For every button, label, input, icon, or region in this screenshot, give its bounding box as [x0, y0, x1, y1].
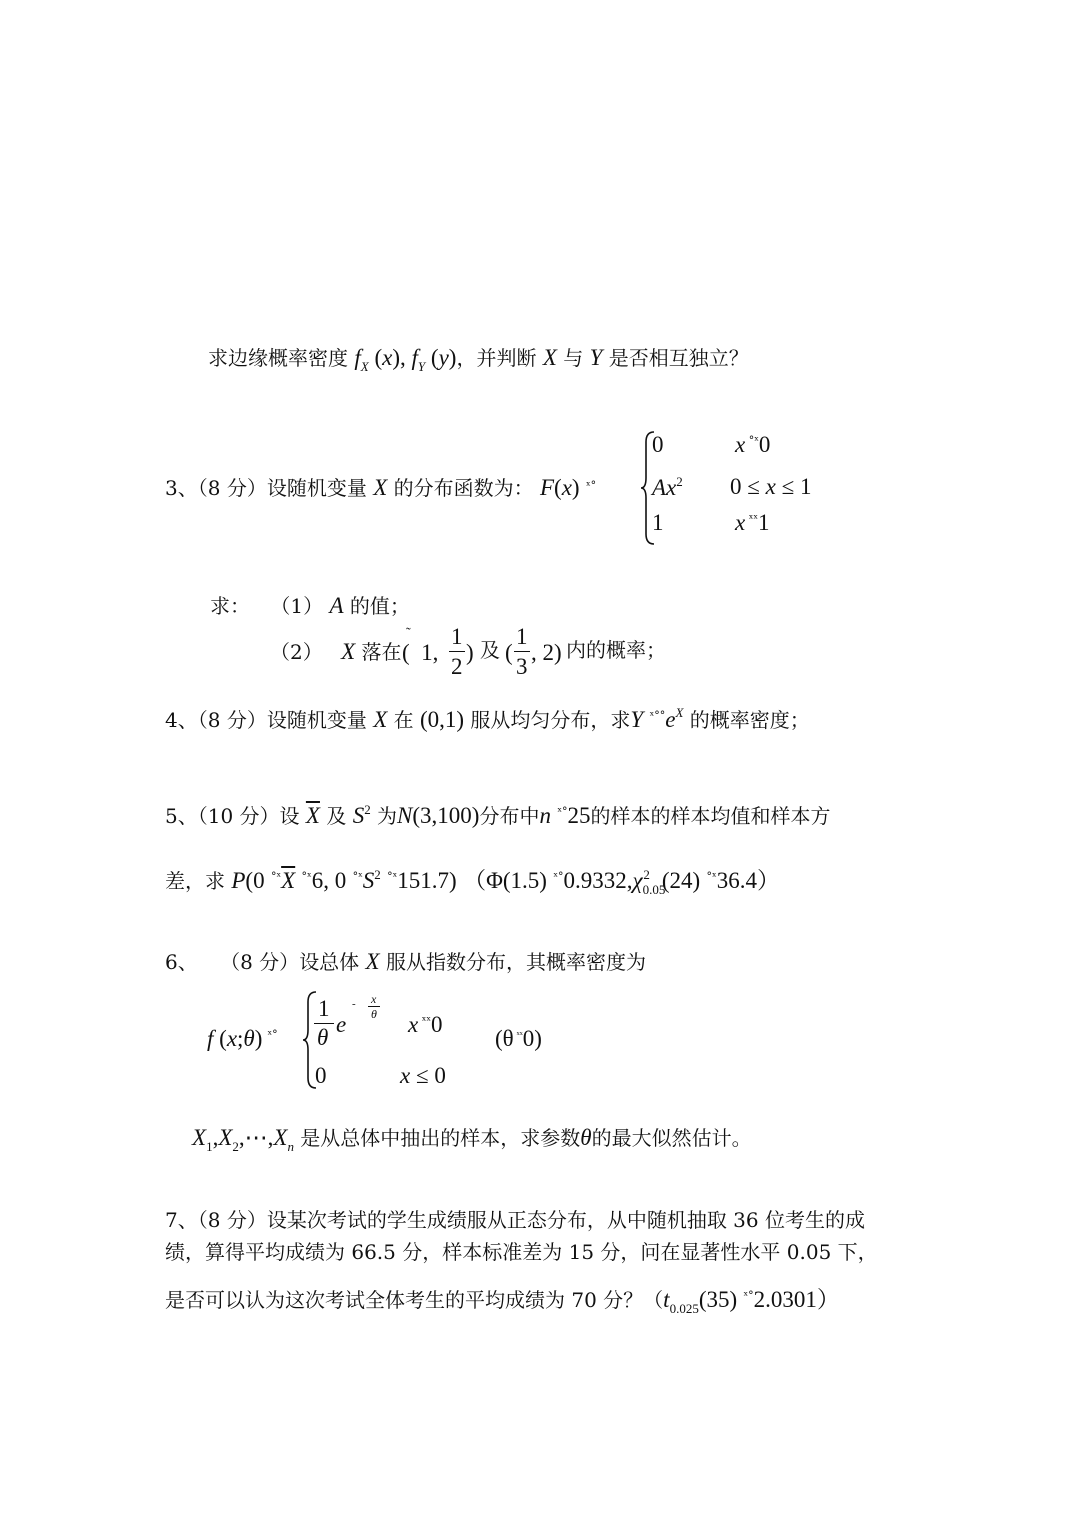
q3-heading: 3、（8 分）设随机变量 X 的分布函数为： F(x) $^{ˣ^\circ}$ [165, 475, 597, 500]
q3-part2-end: 内的概率； [566, 638, 666, 662]
q6-heading: 6、 （8 分）设总体 X 服从指数分布，其概率密度为 [165, 949, 646, 974]
q7-line2: 绩，算得平均成绩为 66.5 分，样本标准差为 15 分，问在显著性水平 0.05 下， [165, 1240, 878, 1264]
q6-theta-cond: (θ $^{ˣˣ}$0) [495, 1026, 542, 1051]
q3-and: 及 [480, 638, 500, 662]
q3-part1: 求： （1） A 的值； [210, 593, 410, 618]
q2-text: 求边缘概率密度 [208, 346, 348, 370]
q6-case1-cond: x $^{ˣˣ}$0 [408, 1012, 443, 1037]
q3-case3-value: 1 [652, 510, 664, 535]
question-number: 3、 [165, 476, 198, 500]
q2-tail-line: 求边缘概率密度 $f_X$ (x), $f_Y$ (y)，并判断 X 与 Y 是否相互独立？ [208, 345, 749, 374]
q5-line2: 差，求 P(0 $^{^\circ ˣ}\overline{X}$ $^{^\circ ˣ}$6, 0 $^{^\circ ˣ}S^2$ $^{^\circ ˣ}$151.7) （Φ(1.5) $^{ˣ^\circ}0.9332,\chi_{0.05}^2$ (24) $^{^\circ ˣ}$36.4） [165, 867, 780, 897]
q3-case3-cond: x $^{ˣˣ}$1 [735, 510, 770, 535]
q7-line3: 是否可以认为这次考试全体考生的平均成绩为 70 分？（$t_{0.025}(35)$ $^{ˣ^\circ}$2.0301） [165, 1287, 840, 1316]
q6-case2-value: 0 [315, 1063, 327, 1088]
fx-expr: $f_X$ (x), $f_Y$ (y) [354, 345, 457, 374]
q6-sample-line: $X_1,X_2,\cdots,X_n$ 是从总体中抽出的样本，求参数θ的最大似然估计。 [192, 1125, 752, 1154]
q3-case1-value: 0 [652, 432, 664, 457]
q3-case2-cond: 0 ≤ x ≤ 1 [730, 474, 812, 499]
q6-f-label: f (x;θ) $^{ˣ^\circ}$ [207, 1026, 278, 1051]
q5-line1: 5、（10 分）设 $\overline{X}$ 及 $S^2$ 为N(3,100)分布中n $^{ˣ^\circ}$25的样本的样本均值和样本方 [165, 802, 831, 828]
question-points: （8 分） [197, 476, 267, 500]
q3-part2: （2） X 落在 [270, 639, 402, 664]
q6-case2-cond: x ≤ 0 [400, 1063, 446, 1088]
q4-line: 4、（8 分）设随机变量 X 在 (0,1) 服从均匀分布，求Y $^{ˣ^\circ^\circ}e^X$ 的概率密度； [165, 705, 810, 732]
q7-line1: 7、（8 分）设某次考试的学生成绩服从正态分布，从中随机抽取 36 位考生的成 [165, 1208, 865, 1232]
q3-case1-cond: x $^{^\circ ˣ}$0 [735, 432, 771, 457]
q3-case2-value: Ax$^2$ [652, 474, 683, 500]
